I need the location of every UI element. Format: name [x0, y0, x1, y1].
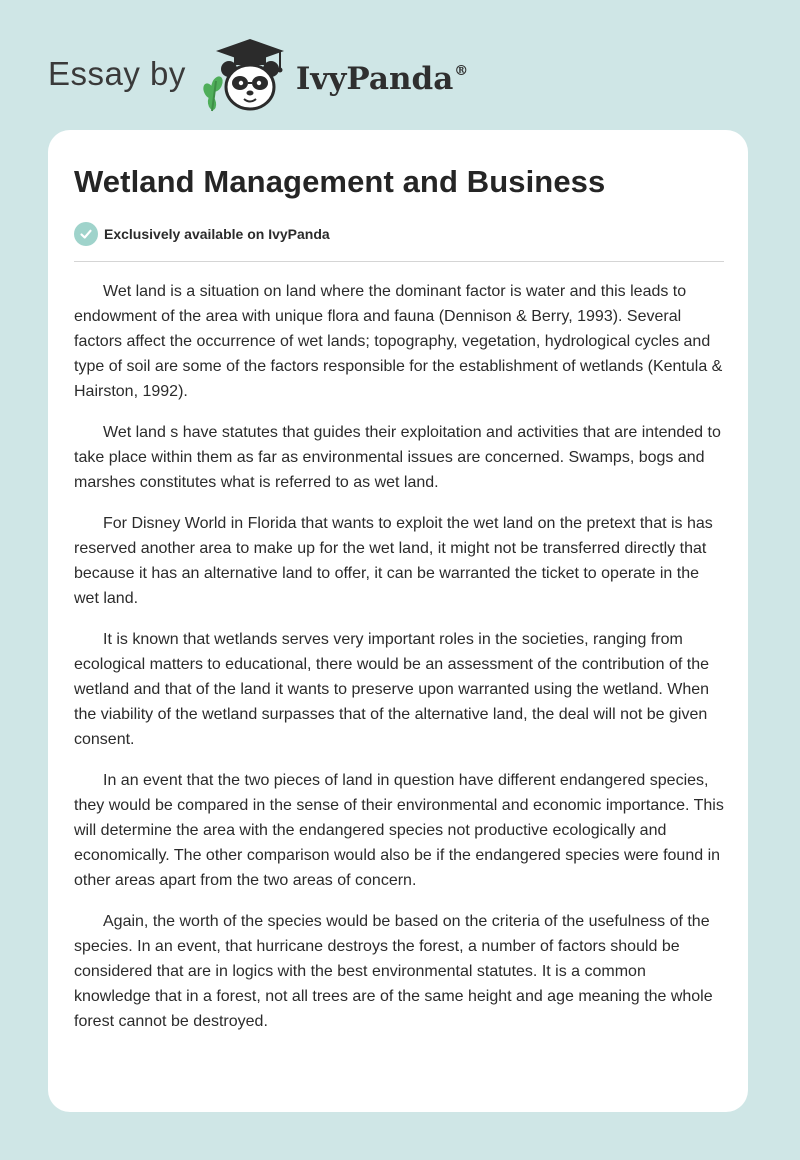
paragraph: Wet land is a situation on land where the dominant factor is water and this leads to endowment of the area with unique flora and fauna (Dennison & Berry, 1993). Several factors affect the occurrence of wet lands; topography, vegetation, hydrological cycles and type of soil are some of the factors responsible for the establishment of wetlands (Kentula & Hairston, 1992).	[74, 283, 723, 400]
check-circle-icon	[74, 222, 98, 246]
essay-body	[74, 279, 724, 1050]
essay-by-label: Essay by	[48, 55, 186, 92]
paragraph: For Disney World in Florida that wants to exploit the wet land on the pretext that is has reserved another area to make up for the wet land, it might not be transferred directly that because it has an alternative land to offer, it can be warranted the ticket to operate in the wet land.	[74, 515, 713, 607]
page-title: Wetland Management and Business	[74, 164, 606, 199]
paragraph: In an event that the two pieces of land in question have different endangered species, they would be compared in the sense of their environmental and economic importance. This will determine the area with the endangered species not productive ecologically and economically. The other comparison would also be if the endangered species were found in other areas apart from the two areas of concern.	[74, 772, 724, 889]
paragraph: Again, the worth of the species would be based on the criteria of the usefulness of the species. In an event, that hurricane destroys the forest, a number of factors should be considered that are in logics with the best environmental statutes. It is a common knowledge that in a forest, not all trees are of the same height and age meaning the whole forest cannot be destroyed.	[74, 913, 713, 1030]
panda-graduate-icon	[200, 37, 292, 115]
divider	[74, 261, 724, 262]
site-header	[48, 36, 468, 116]
registered-mark: ®	[454, 63, 469, 79]
brand-name[interactable]	[296, 61, 468, 97]
paragraph: It is known that wetlands serves very important roles in the societies, ranging from ecological matters to educational, there would be an assessment of the contribution of the wetland and that of the land it wants to preserve upon warranted using the wetland. When the viability of the wetland surpasses that of the alternative land, the deal will not be given consent.	[74, 631, 710, 748]
brand-wordmark: IvyPanda	[295, 61, 454, 97]
paragraph: Wet land s have statutes that guides their exploitation and activities that are intended to take place within them as far as environmental issues are concerned. Swamps, bogs and marshes constitutes what is referred to as wet land.	[74, 424, 721, 491]
essay-card	[48, 130, 748, 1112]
exclusive-label: Exclusively available on IvyPanda	[104, 226, 330, 242]
exclusive-badge	[74, 222, 330, 246]
